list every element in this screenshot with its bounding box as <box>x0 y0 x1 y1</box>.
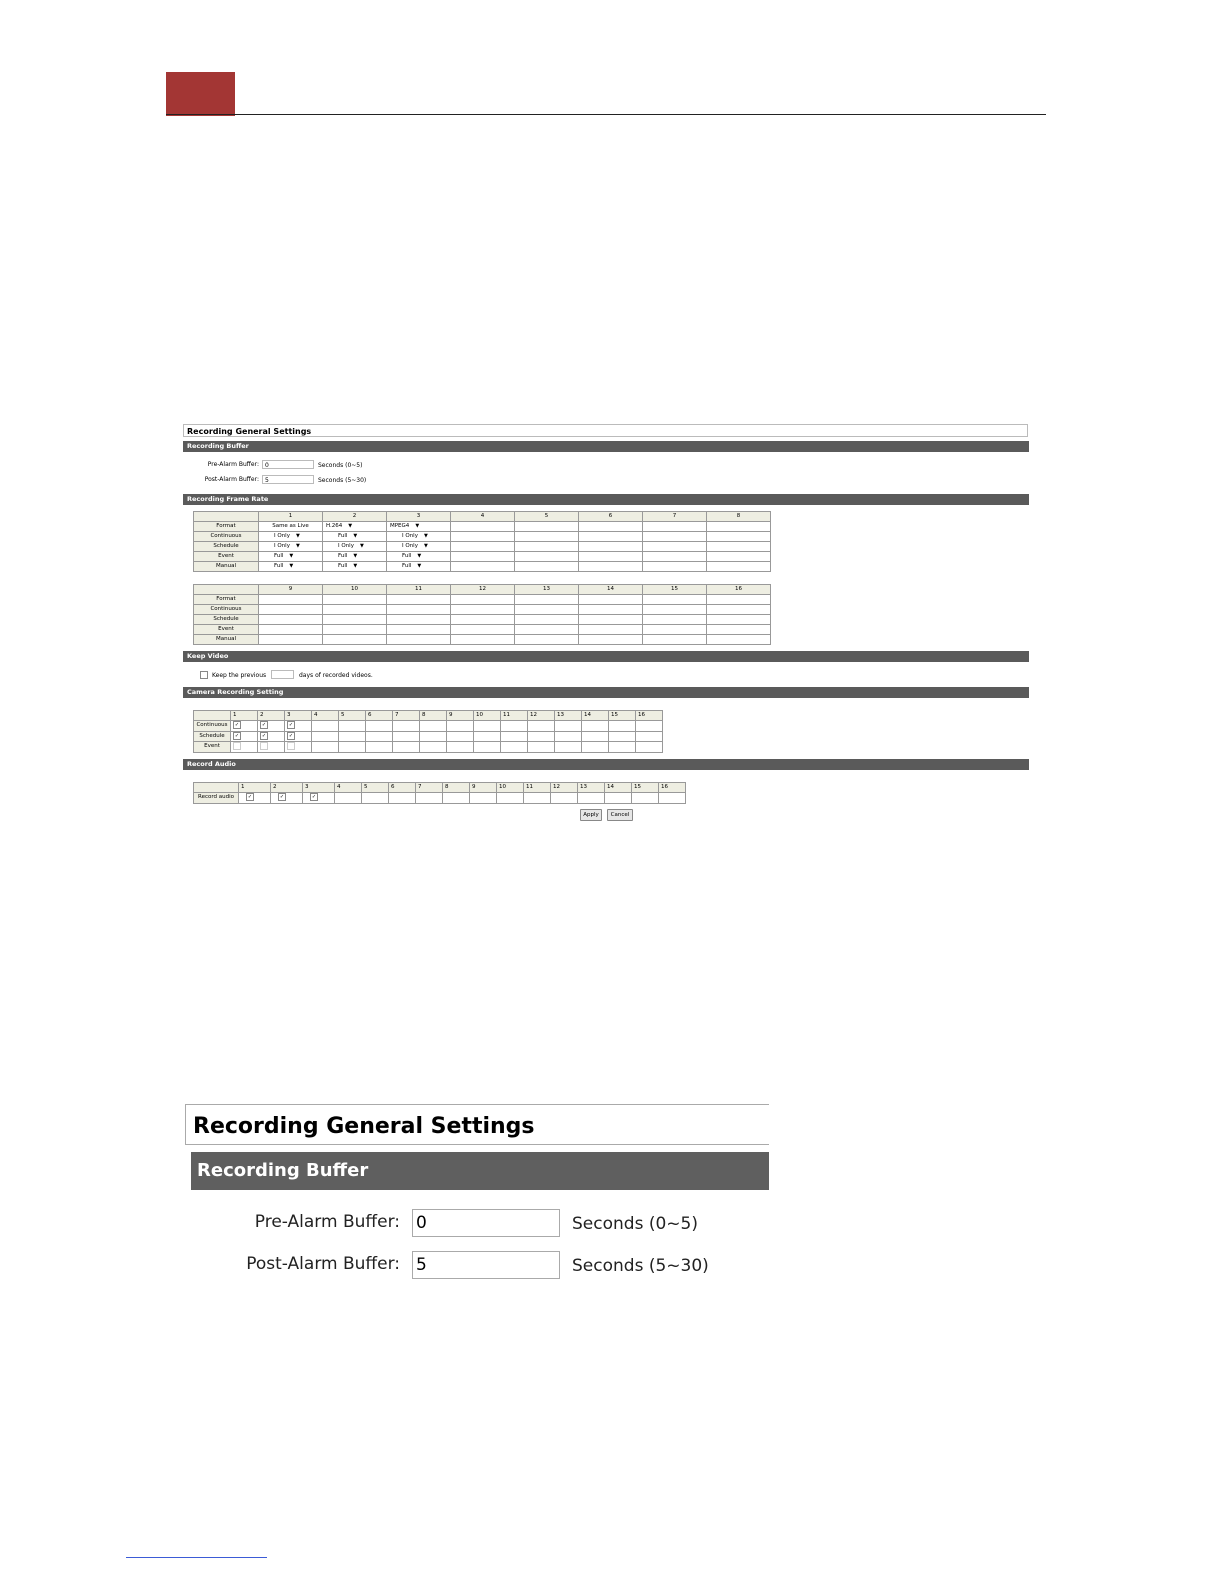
col-header: 1 <box>259 512 323 522</box>
col-header: 6 <box>579 512 643 522</box>
record-audio-table <box>193 782 686 804</box>
row-label: Continuous <box>194 532 259 542</box>
col-header: 9 <box>447 711 474 721</box>
col-header: 16 <box>707 585 771 595</box>
row-label: Schedule <box>194 731 231 742</box>
col-header: 14 <box>605 783 632 793</box>
event-select-2[interactable]: Full ▼ <box>323 552 387 562</box>
format-select-2[interactable]: H.264 ▼ <box>323 522 387 532</box>
camera-recording-checkbox[interactable] <box>287 742 295 750</box>
col-header: 11 <box>524 783 551 793</box>
dropdown-arrow-icon: ▼ <box>353 533 358 539</box>
col-header: 5 <box>339 711 366 721</box>
col-header: 2 <box>258 711 285 721</box>
dropdown-arrow-icon: ▼ <box>353 563 358 569</box>
manual-select-3[interactable]: Full ▼ <box>387 562 451 572</box>
col-header: 15 <box>632 783 659 793</box>
corner-cell <box>194 711 231 721</box>
section-keep-video: Keep Video <box>183 651 1029 662</box>
col-header: 9 <box>470 783 497 793</box>
col-header: 14 <box>582 711 609 721</box>
zoom-pre-alarm-label: Pre-Alarm Buffer: <box>254 1212 400 1232</box>
col-header: 5 <box>515 512 579 522</box>
col-header: 16 <box>636 711 663 721</box>
col-header: 2 <box>271 783 303 793</box>
dropdown-arrow-icon: ▼ <box>423 543 428 549</box>
apply-button[interactable]: Apply <box>580 809 602 821</box>
col-header: 1 <box>231 711 258 721</box>
col-header: 12 <box>528 711 555 721</box>
event-select-3[interactable]: Full ▼ <box>387 552 451 562</box>
record-audio-checkbox[interactable]: ✓ <box>247 794 253 800</box>
zoom-pre-alarm-input[interactable]: 0 <box>412 1209 560 1237</box>
row-label: Continuous <box>194 721 231 732</box>
col-header: 8 <box>420 711 447 721</box>
col-header: 4 <box>312 711 339 721</box>
camera-recording-checkbox[interactable]: ✓ <box>288 732 294 739</box>
col-header: 11 <box>501 711 528 721</box>
col-header: 9 <box>259 585 323 595</box>
frame-rate-table-1 <box>193 511 771 572</box>
zoom-pre-alarm-range: Seconds (0~5) <box>572 1214 698 1234</box>
format-select-3[interactable]: MPEG4 ▼ <box>387 522 451 532</box>
keep-video-checkbox[interactable] <box>200 671 208 679</box>
row-label: Record audio <box>194 793 239 804</box>
format-select-1[interactable]: Same as Live <box>259 522 323 532</box>
col-header: 10 <box>497 783 524 793</box>
corner-cell <box>194 585 259 595</box>
dropdown-arrow-icon: ▼ <box>289 553 294 559</box>
col-header: 4 <box>335 783 362 793</box>
col-header: 3 <box>303 783 335 793</box>
dropdown-arrow-icon: ▼ <box>289 563 294 569</box>
pre-alarm-label: Pre-Alarm Buffer: <box>207 461 259 468</box>
section-recording-buffer: Recording Buffer <box>183 441 1029 452</box>
col-header: 7 <box>393 711 420 721</box>
record-audio-checkbox[interactable]: ✓ <box>279 794 285 800</box>
col-header: 2 <box>323 512 387 522</box>
settings-screenshot <box>183 424 1030 824</box>
row-label: Event <box>194 742 231 753</box>
camera-recording-checkbox[interactable]: ✓ <box>234 732 240 739</box>
keep-days-input[interactable] <box>271 670 294 679</box>
row-label: Event <box>194 625 259 635</box>
col-header: 10 <box>323 585 387 595</box>
zoom-post-alarm-label: Post-Alarm Buffer: <box>246 1254 400 1274</box>
corner-cell <box>194 512 259 522</box>
footer-link-underline <box>126 1557 267 1558</box>
pre-alarm-range: Seconds (0~5) <box>318 462 363 469</box>
record-audio-checkbox[interactable]: ✓ <box>311 794 317 800</box>
post-alarm-range: Seconds (5~30) <box>318 477 367 484</box>
dropdown-arrow-icon: ▼ <box>417 563 422 569</box>
row-label: Manual <box>194 562 259 572</box>
schedule-select-2[interactable]: I Only ▼ <box>323 542 387 552</box>
row-label: Continuous <box>194 605 259 615</box>
col-header: 3 <box>387 512 451 522</box>
col-header: 3 <box>285 711 312 721</box>
col-header: 14 <box>579 585 643 595</box>
dropdown-arrow-icon: ▼ <box>348 523 353 529</box>
zoomed-buffer-screenshot <box>183 1104 769 1294</box>
col-header: 8 <box>443 783 470 793</box>
manual-select-1[interactable]: Full ▼ <box>259 562 323 572</box>
dropdown-arrow-icon: ▼ <box>423 533 428 539</box>
page-title: Recording General Settings <box>183 424 1028 437</box>
zoom-section-recording-buffer: Recording Buffer <box>191 1152 769 1190</box>
col-header: 8 <box>707 512 771 522</box>
camera-recording-checkbox[interactable]: ✓ <box>234 722 240 728</box>
col-header: 7 <box>416 783 443 793</box>
continuous-select-3[interactable]: I Only ▼ <box>387 532 451 542</box>
dropdown-arrow-icon: ▼ <box>295 533 300 539</box>
dropdown-arrow-icon: ▼ <box>417 553 422 559</box>
dropdown-arrow-icon: ▼ <box>359 543 364 549</box>
col-header: 15 <box>609 711 636 721</box>
col-header: 10 <box>474 711 501 721</box>
zoom-post-alarm-range: Seconds (5~30) <box>572 1256 709 1276</box>
cancel-button[interactable]: Cancel <box>607 809 633 821</box>
keep-video-text-after: days of recorded videos. <box>299 672 373 679</box>
corner-cell <box>194 783 239 793</box>
col-header: 12 <box>551 783 578 793</box>
col-header: 15 <box>643 585 707 595</box>
dropdown-arrow-icon: ▼ <box>295 543 300 549</box>
section-camera-recording: Camera Recording Setting <box>183 687 1029 698</box>
post-alarm-input[interactable]: 5 <box>262 475 314 484</box>
camera-recording-checkbox[interactable] <box>260 742 268 750</box>
camera-recording-checkbox[interactable]: ✓ <box>261 722 267 728</box>
dropdown-arrow-icon: ▼ <box>415 523 420 529</box>
zoom-post-alarm-input[interactable]: 5 <box>412 1251 560 1279</box>
zoom-page-title: Recording General Settings <box>185 1104 769 1145</box>
camera-recording-checkbox[interactable]: ✓ <box>288 722 294 728</box>
post-alarm-label: Post-Alarm Buffer: <box>204 476 259 483</box>
col-header: 13 <box>515 585 579 595</box>
header-rule <box>166 114 1046 115</box>
pre-alarm-input[interactable]: 0 <box>262 460 314 469</box>
continuous-select-1[interactable]: I Only ▼ <box>259 532 323 542</box>
camera-recording-checkbox[interactable]: ✓ <box>261 732 267 739</box>
col-header: 13 <box>578 783 605 793</box>
chapter-header-block <box>166 72 235 116</box>
schedule-select-1[interactable]: I Only ▼ <box>259 542 323 552</box>
event-select-1[interactable]: Full ▼ <box>259 552 323 562</box>
camera-recording-table <box>193 710 663 753</box>
col-header: 4 <box>451 512 515 522</box>
col-header: 11 <box>387 585 451 595</box>
col-header: 12 <box>451 585 515 595</box>
frame-rate-table-2 <box>193 584 771 645</box>
row-label: Event <box>194 552 259 562</box>
section-frame-rate: Recording Frame Rate <box>183 494 1029 505</box>
col-header: 1 <box>239 783 271 793</box>
continuous-select-2[interactable]: Full ▼ <box>323 532 387 542</box>
manual-select-2[interactable]: Full ▼ <box>323 562 387 572</box>
keep-video-text-before: Keep the previous <box>212 672 267 679</box>
schedule-select-3[interactable]: I Only ▼ <box>387 542 451 552</box>
section-record-audio: Record Audio <box>183 759 1029 770</box>
col-header: 6 <box>389 783 416 793</box>
col-header: 13 <box>555 711 582 721</box>
row-label: Schedule <box>194 615 259 625</box>
col-header: 16 <box>659 783 686 793</box>
col-header: 5 <box>362 783 389 793</box>
row-label: Format <box>194 595 259 605</box>
row-label: Schedule <box>194 542 259 552</box>
col-header: 6 <box>366 711 393 721</box>
col-header: 7 <box>643 512 707 522</box>
row-label: Manual <box>194 635 259 645</box>
row-label: Format <box>194 522 259 532</box>
dropdown-arrow-icon: ▼ <box>353 553 358 559</box>
camera-recording-checkbox[interactable] <box>233 742 241 750</box>
